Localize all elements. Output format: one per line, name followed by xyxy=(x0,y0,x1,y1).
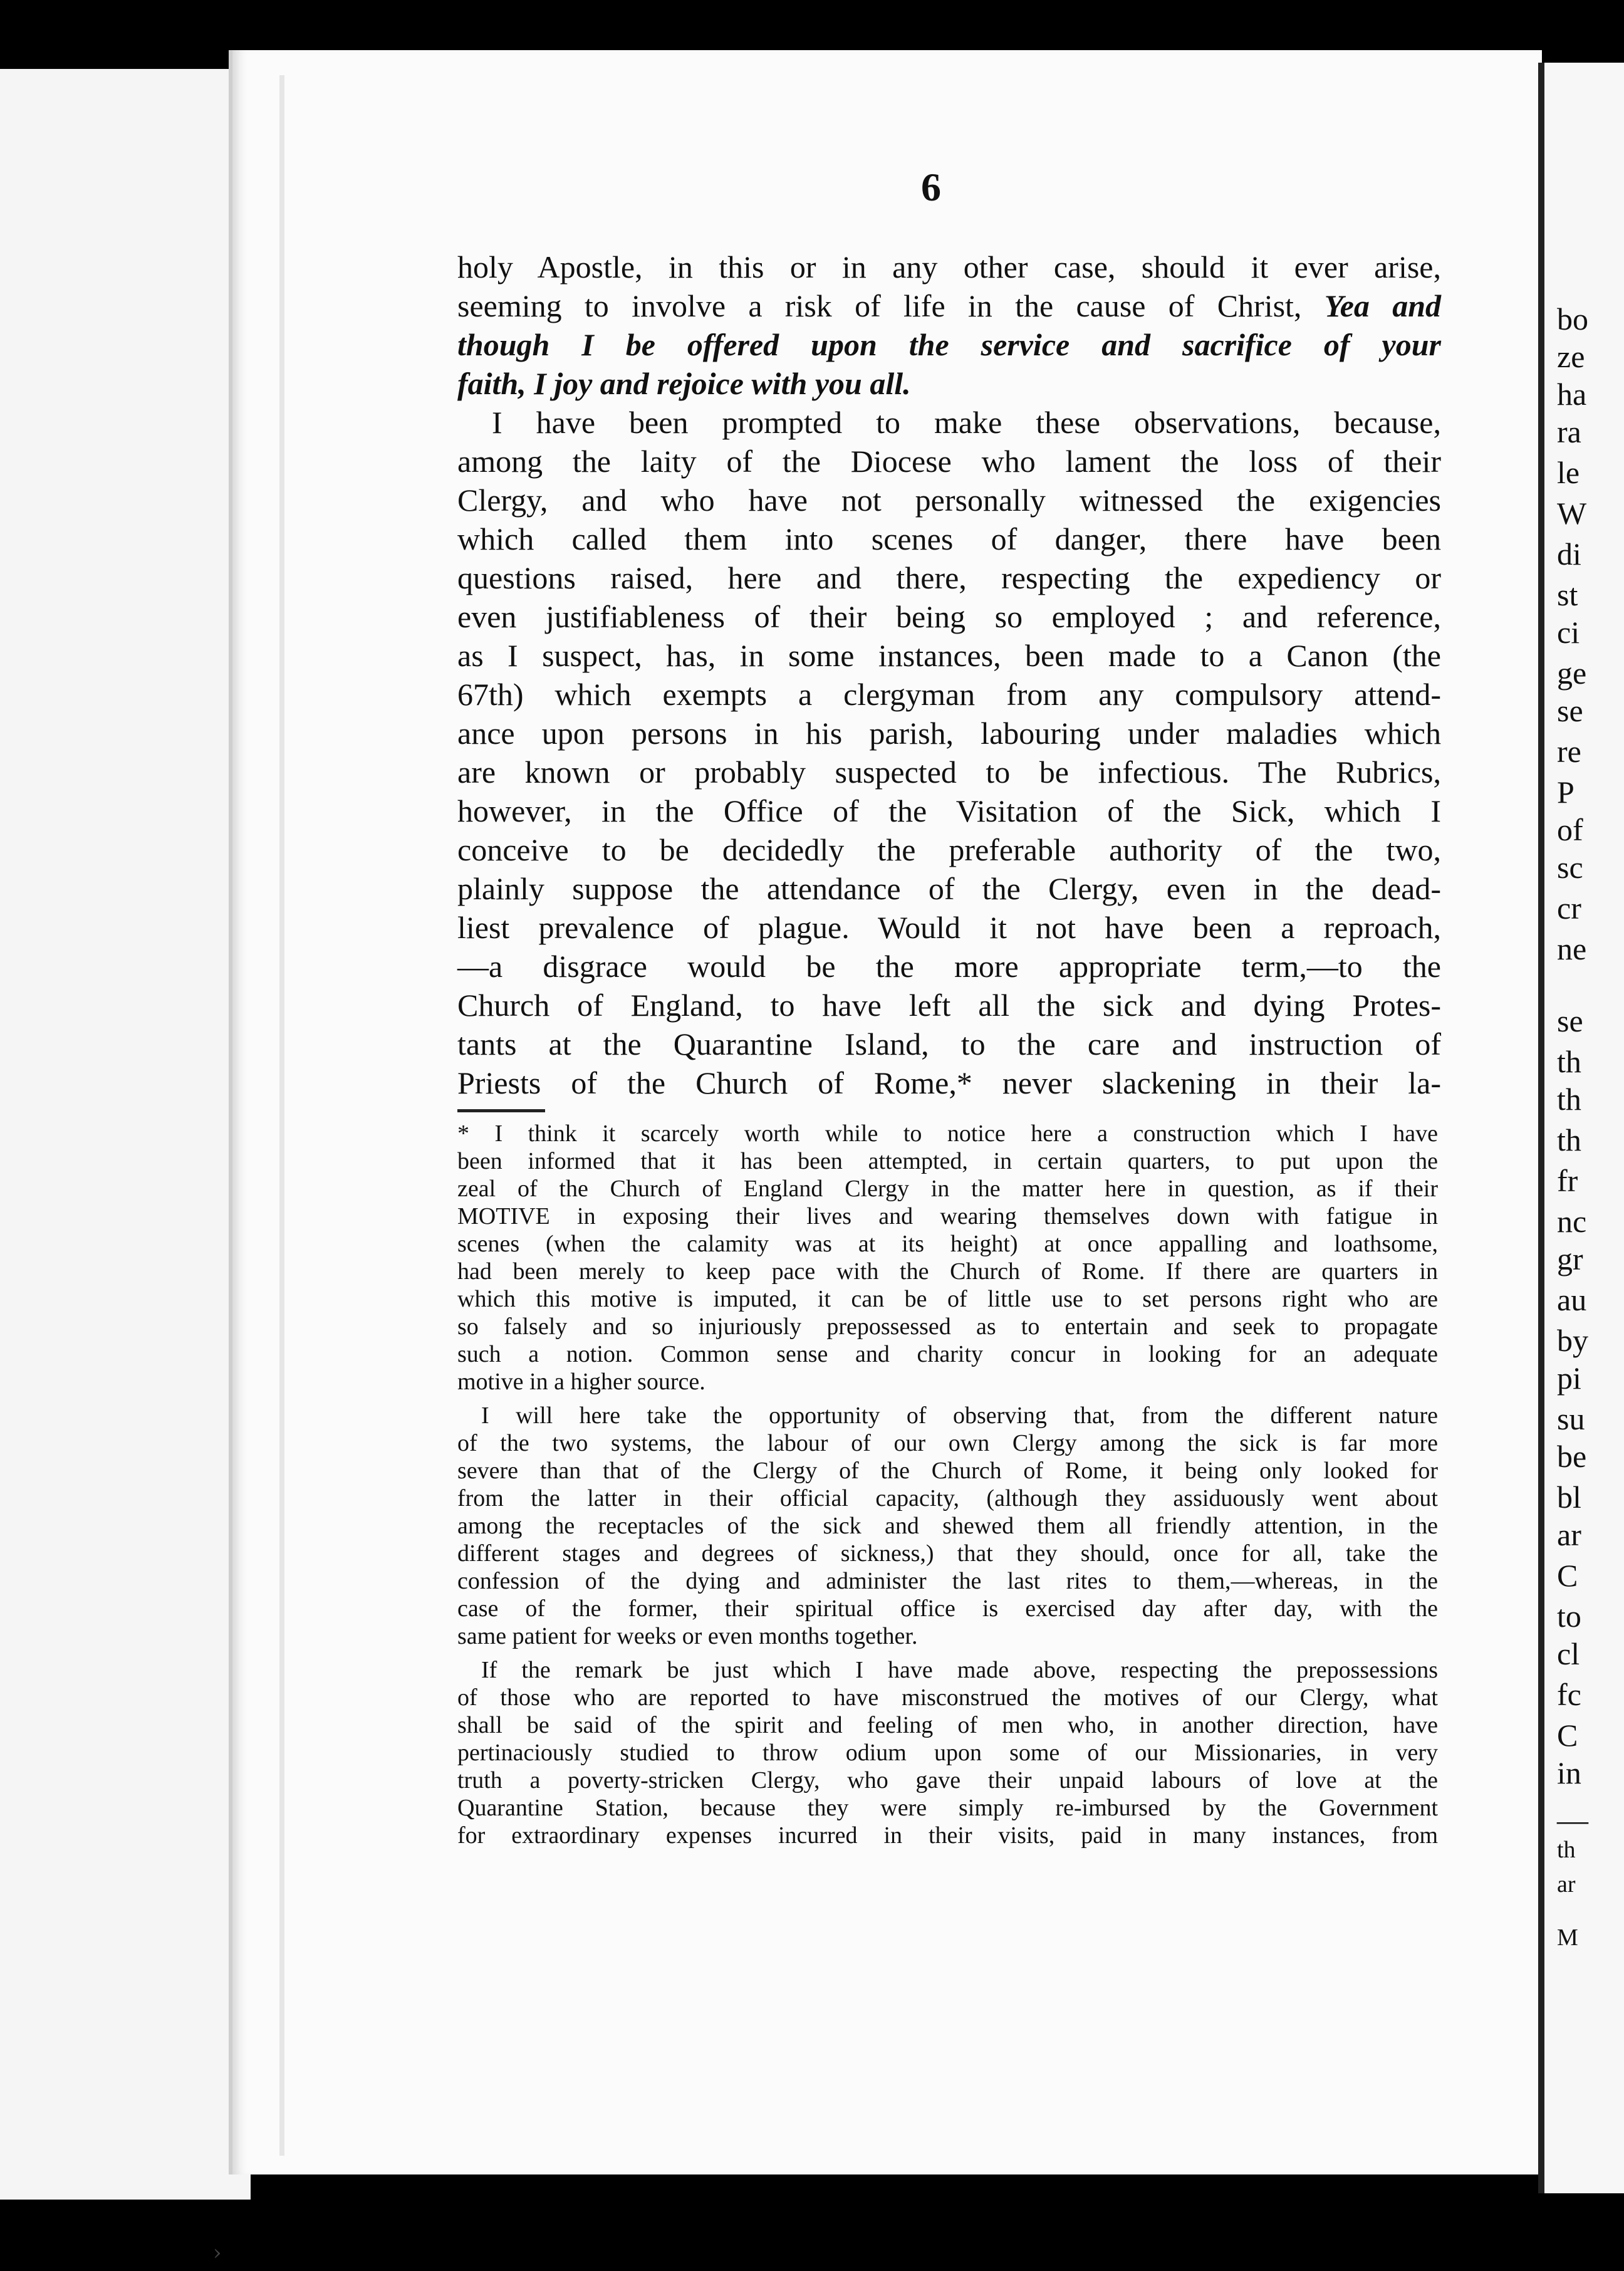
body-line xyxy=(457,442,1441,481)
body-line-text: plainly suppose the attendance of the Clergy, even in the dead- xyxy=(457,871,1441,906)
body-line-text: even justifiableness of their being so employed ; and reference, xyxy=(457,599,1441,634)
facing-page-fragment: re xyxy=(1557,734,1581,769)
facing-page-fragment: to xyxy=(1557,1599,1581,1634)
footnote-line: shall be said of the spirit and feeling of men who, in another direction, have xyxy=(457,1712,1438,1738)
body-line xyxy=(457,869,1441,908)
footnote-line: same patient for weeks or even months together. xyxy=(457,1623,918,1649)
facing-page-fragment: ne xyxy=(1557,931,1587,966)
body-line-text: however, in the Office of the Visitation of the Sick, which I xyxy=(457,793,1441,828)
body-line xyxy=(457,947,1441,986)
facing-page-fragment: ha xyxy=(1557,377,1587,412)
facing-page-fragment: in xyxy=(1557,1755,1581,1790)
facing-page-fragment: C xyxy=(1557,1718,1578,1753)
facing-page-fragment: fr xyxy=(1557,1163,1578,1198)
body-line-text: Priests of the Church of Rome,* never slackening in their la- xyxy=(457,1065,1441,1100)
facing-page-fragment: cl xyxy=(1557,1636,1580,1671)
facing-page-fragment: le xyxy=(1557,455,1580,490)
body-line xyxy=(457,1025,1441,1063)
facing-page-fragment: st xyxy=(1557,577,1578,612)
scripture-quote: faith, I joy and rejoice with you all. xyxy=(457,366,911,401)
body-line xyxy=(457,325,1441,364)
page-fold-shadow xyxy=(279,75,284,2156)
body-line xyxy=(457,714,1441,753)
body-line xyxy=(457,558,1441,597)
facing-page-fragment: — xyxy=(1557,1802,1588,1837)
body-line xyxy=(457,791,1441,830)
body-line xyxy=(457,286,1441,325)
body-line xyxy=(457,597,1441,636)
body-line xyxy=(457,675,1441,714)
scripture-quote: Yea and xyxy=(1324,288,1441,323)
facing-page-fragment: ar xyxy=(1557,1871,1576,1898)
footnote-line: for extraordinary expenses incurred in their visits, paid in many instances, from xyxy=(457,1822,1438,1849)
footnote-line: which this motive is imputed, it can be of little use to set persons right who are xyxy=(457,1286,1438,1312)
body-line xyxy=(457,636,1441,675)
facing-page-fragment: se xyxy=(1557,1003,1583,1038)
body-line-text: among the laity of the Diocese who lament the loss of their xyxy=(457,444,1441,479)
facing-page-fragment: be xyxy=(1557,1439,1587,1474)
facing-page-fragment: ra xyxy=(1557,414,1581,449)
footnote-line: so falsely and so injuriously prepossessed as to entertain and seek to propagate xyxy=(457,1313,1438,1340)
footnote-line: scenes (when the calamity was at its height) at once appalling and loathsome, xyxy=(457,1231,1438,1257)
facing-page-fragment: di xyxy=(1557,536,1581,572)
body-line xyxy=(457,481,1441,519)
footnote-line: severe than that of the Clergy of the Church of Rome, it being only looked for xyxy=(457,1458,1438,1484)
facing-page-fragment: ge xyxy=(1557,655,1587,691)
footnote-line: confession of the dying and administer the last rites to them,—whereas, in the xyxy=(457,1568,1438,1594)
body-line xyxy=(457,1063,1441,1102)
facing-page-fragment: M xyxy=(1557,1924,1578,1951)
facing-page-fragment: ci xyxy=(1557,615,1580,650)
body-line-text: seeming to involve a risk of life in the cause of Christ, xyxy=(457,288,1325,323)
facing-page-fragment: W xyxy=(1557,496,1587,531)
footnote-line: been informed that it has been attempted, in certain quarters, to put upon the xyxy=(457,1148,1438,1174)
facing-page-fragment: cr xyxy=(1557,890,1581,926)
footnote-line: MOTIVE in exposing their lives and wearing themselves down with fatigue in xyxy=(457,1203,1438,1229)
body-line-text: 67th) which exempts a clergyman from any compulsory attend- xyxy=(457,677,1441,712)
body-line xyxy=(457,364,1441,403)
footnote-line: I will here take the opportunity of observing that, from the different nature xyxy=(481,1402,1438,1429)
facing-page-fragment: sc xyxy=(1557,850,1583,885)
body-line xyxy=(457,908,1441,947)
body-line xyxy=(457,753,1441,791)
footnote-line: of the two systems, the labour of our own Clergy among the sick is far more xyxy=(457,1430,1438,1456)
body-line-text: —a disgrace would be the more appropriate term,—to the xyxy=(457,949,1441,984)
footnote-line: pertinaciously studied to throw odium upon some of our Missionaries, in very xyxy=(457,1740,1438,1766)
footnote-line: * I think it scarcely worth while to notice here a construction which I have xyxy=(457,1120,1438,1147)
footnote-line: different stages and degrees of sickness,) that they should, once for all, take the xyxy=(457,1540,1438,1567)
facing-page-fragment: C xyxy=(1557,1558,1578,1593)
body-line xyxy=(457,986,1441,1025)
footnote-line: from the latter in their official capacity, (although they assiduously went about xyxy=(457,1485,1438,1511)
body-line-text: liest prevalence of plague. Would it not have been a reproach, xyxy=(457,910,1441,945)
facing-page-fragment: gr xyxy=(1557,1241,1583,1276)
body-line-text: which called them into scenes of danger, there have been xyxy=(457,521,1441,556)
facing-page-fragment: pi xyxy=(1557,1360,1581,1396)
footnote-block xyxy=(457,1120,1438,1849)
footnote-line: zeal of the Church of England Clergy in the matter here in question, as if their xyxy=(457,1176,1438,1202)
facing-page-fragment: ar xyxy=(1557,1517,1581,1552)
facing-page-fragment: of xyxy=(1557,812,1583,847)
body-line-text: as I suspect, has, in some instances, been made to a Canon (the xyxy=(457,638,1441,673)
footnote-line: case of the former, their spiritual office is exercised day after day, with the xyxy=(457,1595,1438,1622)
facing-page-fragment: th xyxy=(1557,1837,1576,1863)
footnote-line: among the receptacles of the sick and shewed them all friendly attention, in the xyxy=(457,1513,1438,1539)
footnote-line: Quarantine Station, because they were simply re-imbursed by the Government xyxy=(457,1795,1438,1821)
scripture-quote: though I be offered upon the service and sacrifice of your xyxy=(457,327,1441,362)
body-line xyxy=(457,248,1441,286)
footnote-line: If the remark be just which I have made above, respecting the prepossessions xyxy=(481,1657,1438,1683)
left-page-edge xyxy=(0,69,251,2200)
body-line-text: tants at the Quarantine Island, to the care and instruction of xyxy=(457,1026,1441,1062)
body-line-text: are known or probably suspected to be infectious. The Rubrics, xyxy=(457,754,1441,790)
body-line xyxy=(457,830,1441,869)
body-line-text: Clergy, and who have not personally witnessed the exigencies xyxy=(457,483,1441,518)
body-line-text: questions raised, here and there, respecting the expediency or xyxy=(457,560,1441,595)
facing-page-fragment: bl xyxy=(1557,1480,1581,1515)
facing-page-fragment: th xyxy=(1557,1122,1581,1157)
body-line-text: Church of England, to have left all the sick and dying Protes- xyxy=(457,988,1441,1023)
body-line-text: conceive to be decidedly the preferable authority of the two, xyxy=(457,832,1441,867)
footnote-line: motive in a higher source. xyxy=(457,1369,705,1395)
facing-page-fragment: su xyxy=(1557,1401,1585,1436)
body-line xyxy=(457,403,1441,442)
body-line-text: ance upon persons in his parish, labouring under maladies which xyxy=(457,716,1441,751)
footnote-line: truth a poverty-stricken Clergy, who gave their unpaid labours of love at the xyxy=(457,1767,1438,1793)
facing-page-fragment: th xyxy=(1557,1044,1581,1079)
facing-page-fragment: se xyxy=(1557,693,1583,728)
footnote-line: of those who are reported to have misconstrued the motives of our Clergy, what xyxy=(457,1684,1438,1711)
scan-speck: › xyxy=(213,2240,222,2265)
page-number: 6 xyxy=(921,165,941,209)
facing-page-fragment: fc xyxy=(1557,1677,1581,1712)
main-text-block xyxy=(457,248,1441,1102)
body-line-text: I have been prompted to make these observations, because, xyxy=(492,405,1441,440)
facing-page-fragment: P xyxy=(1557,775,1575,810)
facing-page-fragment: by xyxy=(1557,1323,1588,1358)
facing-page-fragment: ze xyxy=(1557,339,1585,374)
footnote-line: such a notion. Common sense and charity concur in looking for an adequate xyxy=(457,1341,1438,1367)
facing-page-edge xyxy=(1538,63,1624,2193)
facing-page-fragment: nc xyxy=(1557,1204,1587,1239)
facing-page-fragment: bo xyxy=(1557,301,1588,337)
body-line-text: holy Apostle, in this or in any other case, should it ever arise, xyxy=(457,249,1441,285)
body-line xyxy=(457,519,1441,558)
facing-page-fragment: au xyxy=(1557,1282,1587,1317)
footnote-line: had been merely to keep pace with the Church of Rome. If there are quarters in xyxy=(457,1258,1438,1285)
footnote-rule xyxy=(457,1109,545,1112)
facing-page-fragment: th xyxy=(1557,1082,1581,1117)
